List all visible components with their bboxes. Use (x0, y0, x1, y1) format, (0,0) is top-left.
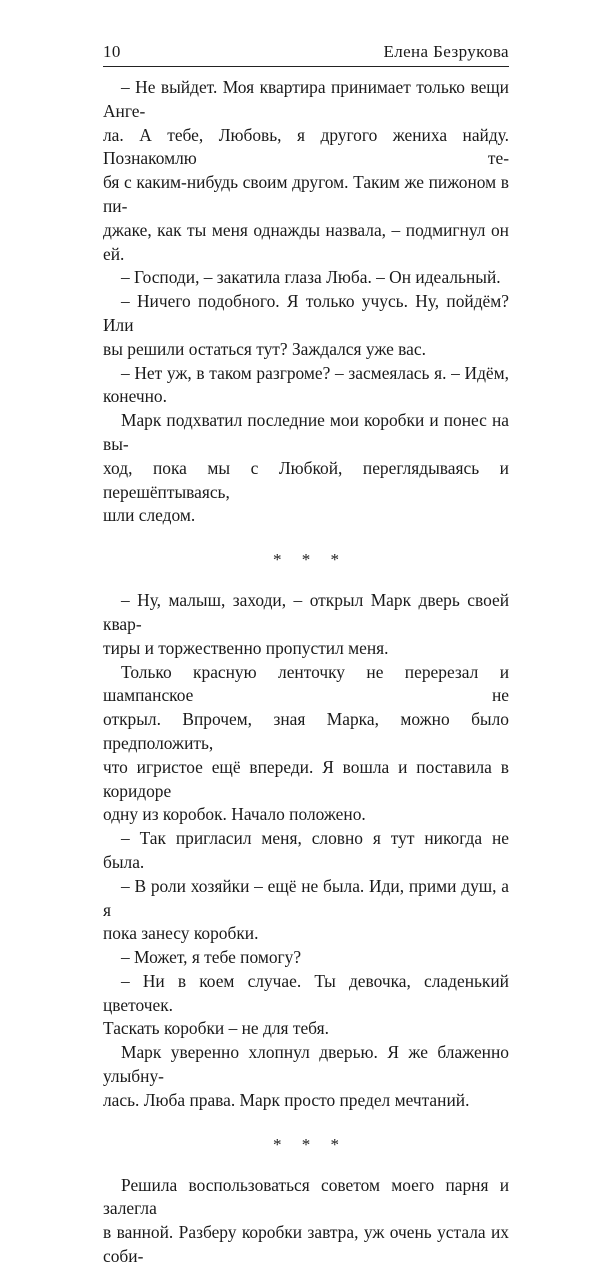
paragraph (103, 661, 509, 828)
paragraph (103, 1174, 509, 1269)
paragraph (103, 827, 509, 875)
paragraph (103, 76, 509, 266)
text-line: что игристое ещё впереди. Я вошла и поставила в коридоре (103, 756, 509, 801)
text-line: – Нет уж, в таком разгроме? – засмеялась я. – Идём, (121, 362, 509, 383)
section-separator-1: * * * (273, 550, 347, 570)
text-line: джаке, как ты меня однажды назвала, – подмигнул он ей. (103, 219, 509, 264)
text-line: ла. А тебе, Любовь, я другого жениха найду. Познакомлю те- (103, 124, 509, 169)
paragraph (103, 589, 509, 660)
text-line: Марк подхватил последние мои коробки и понес на вы- (103, 410, 509, 454)
text-line: одну из коробок. Начало положено. (103, 804, 366, 825)
paragraph (103, 409, 509, 528)
paragraph (103, 946, 509, 970)
text-line: открыл. Впрочем, зная Марка, можно было предположить, (103, 709, 509, 753)
text-section-1 (103, 76, 509, 528)
paragraph (103, 1041, 509, 1112)
text-line: – Ничего подобного. Я только учусь. Ну, пойдём? Или (103, 291, 509, 335)
text-line: – Так пригласил меня, словно я тут никогда не была. (103, 828, 509, 872)
text-line: – Ну, малыш, заходи, – открыл Марк дверь своей квар- (103, 590, 509, 634)
page-number: 10 (103, 42, 121, 61)
text-line: – В роли хозяйки – ещё не была. Иди, прими душ, а я (103, 875, 509, 920)
paragraph (103, 875, 509, 946)
text-line: Таскать коробки – не для тебя. (103, 1018, 329, 1039)
paragraph (103, 970, 509, 1041)
section-separator-2: * * * (273, 1134, 347, 1154)
text-line: конечно. (103, 386, 167, 407)
text-line: шли следом. (103, 505, 196, 526)
body-text (103, 76, 509, 1269)
text-line: лась. Люба права. Марк просто предел мечтаний. (103, 1089, 470, 1110)
running-title-author: Елена Безрукова (383, 42, 509, 61)
running-header (103, 38, 509, 67)
text-section-3 (103, 1174, 509, 1269)
text-line: в ванной. Разберу коробки завтра, уж очень устала их соби- (103, 1222, 509, 1267)
text-line: – Может, я тебе помогу? (121, 947, 302, 968)
paragraph (103, 290, 509, 361)
text-line: – Не выйдет. Моя квартира принимает только вещи Анге- (103, 77, 509, 121)
text-line: Решила воспользоваться советом моего парня и залегла (103, 1174, 509, 1219)
text-section-2 (103, 589, 509, 1113)
text-line: ход, пока мы с Любкой, переглядываясь и перешёптываясь, (103, 457, 509, 502)
text-line: бя с каким-нибудь своим другом. Таким же пижоном в пи- (103, 172, 509, 216)
text-line: тиры и торжественно пропустил меня. (103, 637, 389, 658)
text-line: Марк уверенно хлопнул дверью. Я же блаженно улыбну- (103, 1042, 509, 1087)
paragraph (103, 266, 509, 290)
text-line: – Господи, – закатила глаза Люба. – Он идеальный. (121, 267, 501, 288)
text-line: вы решили остаться тут? Заждался уже вас. (103, 338, 426, 359)
text-line: Только красную ленточку не перерезал и шампанское не (103, 661, 509, 706)
paragraph (103, 362, 509, 410)
text-line: пока занесу коробки. (103, 923, 259, 944)
text-line: – Ни в коем случае. Ты девочка, сладенький цветочек. (103, 970, 509, 1015)
